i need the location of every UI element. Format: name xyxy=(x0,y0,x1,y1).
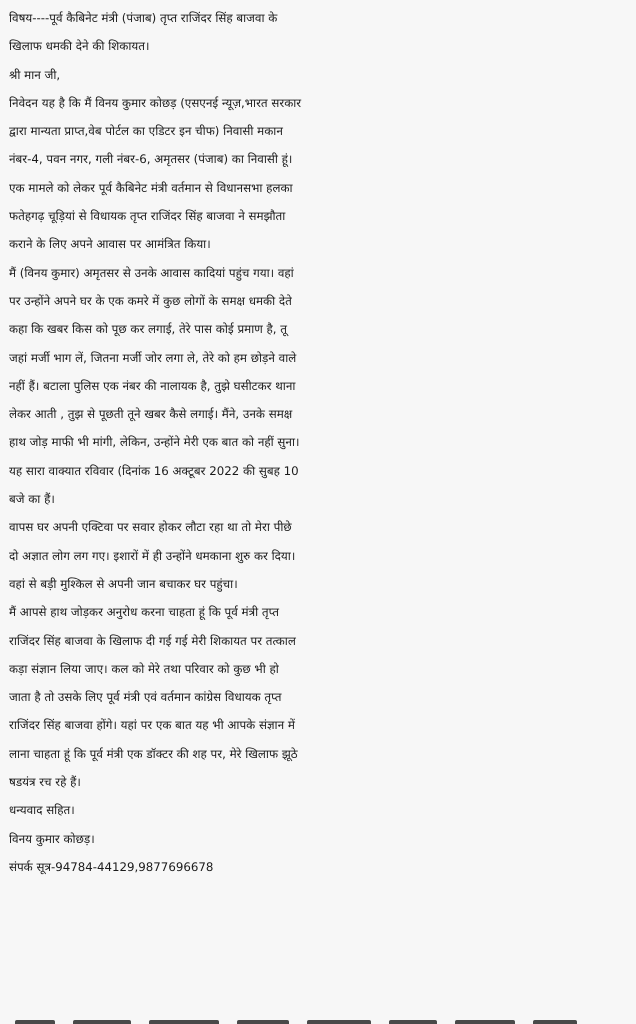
body-line: जहां मर्जी भाग लें, जितना मर्जी जोर लगा ले, तेरे को हम छोड़ने वाले xyxy=(9,350,297,365)
body-line: फतेहगढ़ चूड़ियां से विधायक तृप्त राजिंदर सिंह बाजवा ने समझौता xyxy=(9,209,286,224)
cut-off-text-line xyxy=(9,1010,631,1024)
body-line: मैं आपसे हाथ जोड़कर अनुरोध करना चाहता हूं कि पूर्व मंत्री तृप्त xyxy=(9,605,280,620)
body-line: यह सारा वाक्यात रविवार (दिनांक 16 अक्टूबर 2022 की सुबह 10 xyxy=(9,463,299,478)
body-line: षडयंत्र रच रहे हैं। xyxy=(9,775,81,790)
body-line: नहीं हैं। बटाला पुलिस एक नंबर की नालायक है, तुझे घसीटकर थाना xyxy=(9,378,296,393)
salutation: श्री मान जी, xyxy=(9,67,61,82)
body-line: पर उन्होंने अपने घर के एक कमरे में कुछ लोगों के समक्ष धमकी देते xyxy=(9,293,292,308)
body-line: कहा कि खबर किस को पूछ कर लगाई, तेरे पास कोई प्रमाण है, तू xyxy=(9,322,288,337)
body-line: लेकर आती , तुझ से पूछती तूने खबर कैसे लगाई। मैंने, उनके समक्ष xyxy=(9,407,293,422)
signature-name: विनय कुमार कोछड़। xyxy=(9,831,95,846)
body-line: राजिंदर सिंह बाजवा होंगे। यहां पर एक बात यह भी आपके संज्ञान में xyxy=(9,718,295,733)
body-line: निवेदन यह है कि मैं विनय कुमार कोछड़ (एसएनई न्यूज़,भारत सरकार xyxy=(9,95,302,110)
body-line: जाता है तो उसके लिए पूर्व मंत्री एवं वर्तमान कांग्रेस विधायक तृप्त xyxy=(9,690,282,705)
closing: धन्यवाद सहित। xyxy=(9,803,75,818)
body-line: वहां से बड़ी मुश्किल से अपनी जान बचाकर घर पहुंचा। xyxy=(9,576,238,591)
subject-line: विषय----पूर्व कैबिनेट मंत्री (पंजाब) तृप्त राजिंदर सिंह बाजवा के xyxy=(9,11,278,25)
complaint-letter xyxy=(9,4,631,881)
body-line: लाना चाहता हूं कि पूर्व मंत्री एक डॉक्टर की शह पर, मेरे खिलाफ झूठे xyxy=(9,746,298,761)
body-line: कराने के लिए अपने आवास पर आमंत्रित किया। xyxy=(9,237,211,252)
body-line: एक मामले को लेकर पूर्व कैबिनेट मंत्री वर्तमान से विधानसभा हलका xyxy=(9,180,293,195)
body-line: राजिंदर सिंह बाजवा के खिलाफ दी गई गई मेरी शिकायत पर तत्काल xyxy=(9,633,296,648)
body-line: हाथ जोड़ माफी भी मांगी, लेकिन, उन्होंने मेरी एक बात को नहीं सुना। xyxy=(9,435,300,450)
body-line: बजे का हैं। xyxy=(9,492,55,507)
body-line: कड़ा संज्ञान लिया जाए। कल को मेरे तथा परिवार को कुछ भी हो xyxy=(9,661,279,676)
subject-line-continued: खिलाफ धमकी देने की शिकायत। xyxy=(9,39,150,54)
body-line: द्वारा मान्यता प्राप्त,वेब पोर्टल का एडिटर इन चीफ) निवासी मकान xyxy=(9,124,283,139)
body-line: वापस घर अपनी एक्टिवा पर सवार होकर लौटा रहा था तो मेरा पीछे xyxy=(9,520,292,535)
body-line: नंबर-4, पवन नगर, गली नंबर-6, अमृतसर (पंजाब) का निवासी हूं। xyxy=(9,152,293,167)
body-line: मैं (विनय कुमार) अमृतसर से उनके आवास कादियां पहुंच गया। वहां xyxy=(9,265,294,280)
body-line: दो अज्ञात लोग लग गए। इशारों में ही उन्होंने धमकाना शुरु कर दिया। xyxy=(9,548,296,563)
contact-line: संपर्क सूत्र-94784-44129,9877696678 xyxy=(9,859,214,874)
